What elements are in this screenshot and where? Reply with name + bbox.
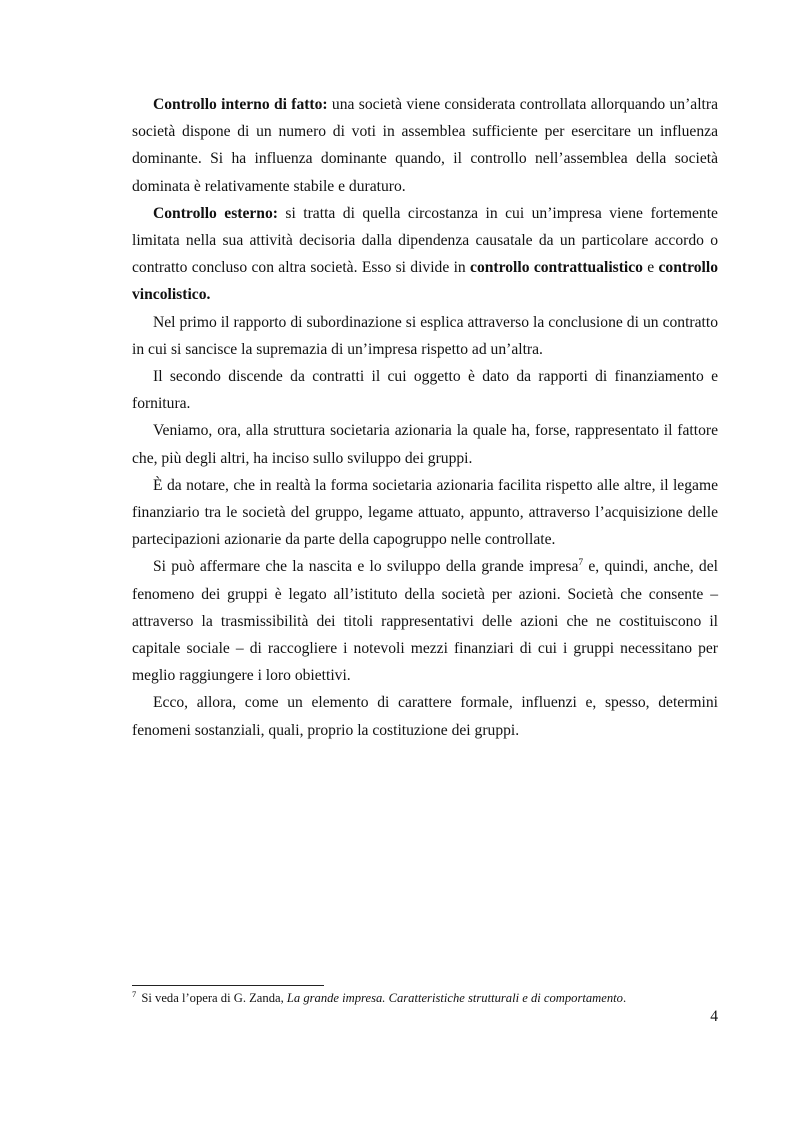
paragraph-controllo-esterno <box>132 200 718 309</box>
footnote-book-title: La grande impresa. Caratteristiche strutturali e di comportamento <box>286 991 623 1005</box>
paragraph-text: si tratta di quella circostanza in cui un’impresa viene fortemente limitata nella sua attività decisoria dalla dipendenza causatale da un particolare accordo o contratto concluso con altra società. Esso si divide in <box>132 204 718 277</box>
paragraph-text: Ecco, allora, come un elemento di carattere formale, influenzi e, spesso, determini fenomeni sostanziali, quali, proprio la costituzione dei gruppi. <box>132 694 718 739</box>
paragraph-grande-impresa <box>132 553 718 689</box>
term-controllo-interno: Controllo interno di fatto: <box>153 96 328 113</box>
paragraph-forma-azionaria <box>132 472 718 554</box>
paragraph-conclusione <box>132 689 718 743</box>
paragraph-text: È da notare, che in realtà la forma societaria azionaria facilita rispetto alle altre, il legame finanziario tra le società del gruppo, legame attuato, appunto, attraverso l’acquisizione delle partecipazioni azionarie da parte della capogruppo nelle controllate. <box>132 476 718 549</box>
paragraph-secondo <box>132 363 718 417</box>
paragraph-text: Il secondo discende da contratti il cui oggetto è dato da rapporti di finanziamento e fornitura. <box>132 368 718 413</box>
term-controllo-contrattualistico: controllo contrattualistico <box>470 259 643 277</box>
footnote-reference[interactable]: 7 <box>578 558 584 569</box>
footnote-end: . <box>622 991 627 1005</box>
paragraph-text: e <box>642 259 659 277</box>
footnote-text: Si veda l’opera di G. Zanda, <box>138 991 287 1005</box>
footnote-divider <box>132 985 324 986</box>
page-number: 4 <box>710 1008 718 1025</box>
paragraph-primo <box>132 309 718 363</box>
paragraph-text: Si può affermare che la nascita e lo sviluppo della grande impresa <box>153 558 579 576</box>
paragraph-controllo-interno <box>132 91 718 200</box>
paragraph-text: Nel primo il rapporto di subordinazione si esplica attraverso la conclusione di un contratto in cui si sancisce la supremazia di un’impresa rispetto ad un’altra. <box>132 313 718 358</box>
paragraph-struttura-societaria <box>132 417 718 471</box>
body-text <box>132 91 718 744</box>
footnote <box>132 990 718 1006</box>
term-controllo-esterno: Controllo esterno: <box>153 204 278 222</box>
footnote-number: 7 <box>132 989 137 999</box>
term-controllo-vincolistico: controllo vincolistico. <box>132 259 718 304</box>
paragraph-text: e, quindi, anche, del fenomeno dei gruppi è legato all’istituto della società per azioni. Società che consente – attraverso la trasmissibilità dei titoli rappresentativi delle azioni che ne costituiscono il capitale sociale – di raccogliere i notevoli mezzi finanziari di cui i gruppi necessitano per meglio raggiungere i loro obiettivi. <box>132 558 718 685</box>
paragraph-text: Veniamo, ora, alla struttura societaria azionaria la quale ha, forse, rappresentato il fattore che, più degli altri, ha inciso sullo sviluppo dei gruppi. <box>132 422 718 467</box>
paragraph-text: una società viene considerata controllata allorquando un’altra società dispone di un numero di voti in assemblea sufficiente per esercitare un influenza dominante. Si ha influenza dominante quando, il controllo nell’assemblea della società dominata è relativamente stabile e duraturo. <box>132 96 718 195</box>
